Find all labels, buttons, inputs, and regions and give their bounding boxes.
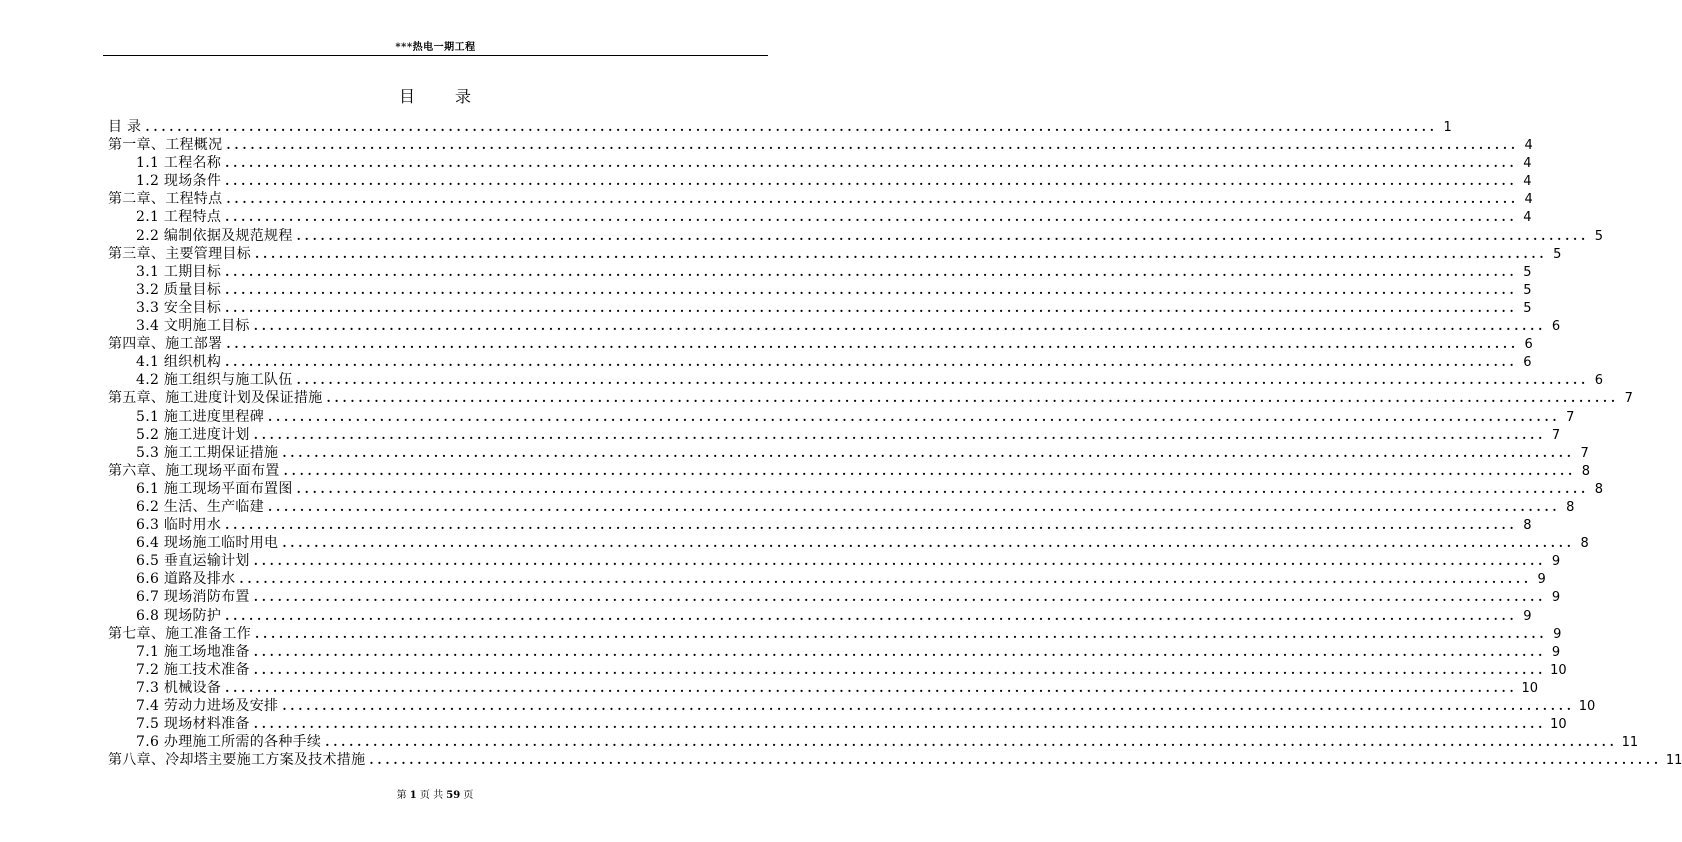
- toc-entry-page-number: 10: [1550, 717, 1567, 733]
- toc-leader-dots: ..................................................................................................................................................................: [325, 735, 1618, 750]
- toc-entry-label: 目 录: [108, 119, 142, 135]
- toc-entry-label: 第二章、工程特点: [108, 191, 223, 208]
- toc-entry-label: 7.2 施工技术准备: [136, 661, 250, 678]
- toc-entry-label: 第四章、施工部署: [108, 336, 223, 353]
- toc-entry-label: 6.8 现场防护: [136, 607, 222, 624]
- toc-entry[interactable]: [108, 172, 1532, 190]
- toc-entry-page-number: 10: [1521, 680, 1539, 696]
- toc-entry-label: 第六章、施工现场平面布置: [108, 462, 280, 479]
- toc-entry[interactable]: [108, 208, 1532, 226]
- toc-entry[interactable]: [108, 118, 1452, 136]
- toc-entry-label: 1.2 现场条件: [136, 173, 222, 190]
- toc-leader-dots: ..................................................................................................................................................................: [253, 717, 1547, 732]
- toc-leader-dots: ..................................................................................................................................................................: [296, 373, 1590, 388]
- toc-leader-dots: ..................................................................................................................................................................: [326, 391, 1619, 406]
- toc-entry-label: 第八章、冷却塔主要施工方案及技术措施: [108, 752, 366, 769]
- toc-leader-dots: ..................................................................................................................................................................: [282, 536, 1575, 551]
- toc-leader-dots: ..................................................................................................................................................................: [255, 626, 1548, 641]
- toc-entry[interactable]: [108, 588, 1561, 606]
- toc-entry[interactable]: [108, 570, 1546, 588]
- toc-entry[interactable]: [108, 136, 1533, 154]
- toc-entry-label: 第一章、工程概况: [108, 137, 223, 154]
- page-footer: [0, 786, 870, 801]
- toc-leader-dots: ..................................................................................................................................................................: [268, 409, 1561, 424]
- toc-entry-label: 7.1 施工场地准备: [136, 643, 250, 660]
- footer-middle: 页 共: [419, 790, 444, 801]
- toc-leader-dots: ..................................................................................................................................................................: [296, 481, 1590, 496]
- toc-entry-page-number: 11: [1665, 753, 1682, 769]
- toc-entry-label: 3.1 工期目标: [136, 263, 222, 280]
- toc-leader-dots: ..................................................................................................................................................................: [253, 427, 1547, 442]
- toc-entry-label: 7.4 劳动力进场及安排: [136, 698, 279, 714]
- toc-entry-page-number: 9: [1523, 608, 1532, 624]
- toc-entry-page-number: 8: [1523, 518, 1532, 534]
- toc-entry-page-number: 9: [1537, 572, 1546, 588]
- footer-prefix: 第: [396, 790, 407, 801]
- toc-entry-page-number: 6: [1523, 355, 1532, 371]
- toc-leader-dots: ..................................................................................................................................................................: [226, 337, 1519, 352]
- toc-leader-dots: ..................................................................................................................................................................: [225, 264, 1518, 279]
- toc-entry[interactable]: [108, 299, 1532, 317]
- toc-entry-label: 4.1 组织机构: [136, 354, 222, 371]
- toc-leader-dots: ..................................................................................................................................................................: [369, 753, 1662, 768]
- toc-entry[interactable]: [108, 534, 1589, 552]
- toc-entry[interactable]: [108, 462, 1591, 480]
- toc-entry-label: 第五章、施工进度计划及保证措施: [108, 390, 323, 407]
- toc-entry[interactable]: [108, 607, 1532, 625]
- toc-entry-page-number: 4: [1523, 156, 1532, 172]
- toc-entry[interactable]: [108, 154, 1532, 172]
- toc-entry-page-number: 9: [1551, 644, 1561, 660]
- toc-leader-dots: ..................................................................................................................................................................: [253, 662, 1547, 677]
- toc-entry[interactable]: [108, 643, 1561, 661]
- toc-title: 目录: [398, 87, 511, 106]
- toc-entry-page-number: 7: [1551, 427, 1561, 443]
- toc-entry-page-number: 5: [1594, 228, 1604, 244]
- toc-entry[interactable]: [108, 263, 1532, 281]
- toc-leader-dots: ..................................................................................................................................................................: [226, 192, 1519, 207]
- toc-entry-page-number: 7: [1624, 391, 1633, 407]
- toc-entry-label: 3.3 安全目标: [136, 299, 222, 316]
- toc-entry[interactable]: [108, 389, 1633, 407]
- toc-leader-dots: ..................................................................................................................................................................: [282, 445, 1575, 460]
- toc-entry-page-number: 8: [1594, 481, 1604, 497]
- toc-leader-dots: ..................................................................................................................................................................: [226, 138, 1519, 153]
- footer-current-page: 1: [409, 790, 417, 801]
- toc-leader-dots: ..................................................................................................................................................................: [253, 319, 1547, 334]
- toc-entry-page-number: 10: [1550, 662, 1567, 678]
- toc-entry-label: 5.2 施工进度计划: [136, 426, 250, 443]
- footer-total-pages: 59: [446, 790, 461, 801]
- table-of-contents: [108, 118, 1682, 769]
- toc-entry-label: 3.4 文明施工目标: [136, 318, 250, 335]
- toc-leader-dots: ..................................................................................................................................................................: [225, 210, 1518, 225]
- toc-entry[interactable]: [108, 733, 1639, 751]
- toc-entry[interactable]: [108, 679, 1539, 697]
- toc-leader-dots: ..................................................................................................................................................................: [225, 300, 1518, 315]
- toc-entry[interactable]: [108, 317, 1561, 335]
- toc-entry-label: 6.3 临时用水: [136, 517, 222, 534]
- toc-leader-dots: ..................................................................................................................................................................: [225, 174, 1518, 189]
- toc-leader-dots: ..................................................................................................................................................................: [225, 518, 1518, 533]
- toc-entry-page-number: 5: [1553, 246, 1562, 262]
- toc-entry-label: 第三章、主要管理目标: [108, 245, 251, 262]
- toc-entry-page-number: 9: [1551, 554, 1561, 570]
- toc-entry[interactable]: [108, 353, 1532, 371]
- toc-entry[interactable]: [108, 625, 1562, 643]
- toc-entry[interactable]: [108, 281, 1532, 299]
- toc-entry[interactable]: [108, 715, 1567, 733]
- toc-entry-label: 6.7 现场消防布置: [136, 589, 250, 606]
- toc-leader-dots: ..................................................................................................................................................................: [225, 282, 1518, 297]
- toc-entry-label: 3.2 质量目标: [136, 281, 222, 298]
- toc-entry-label: 2.1 工程特点: [136, 209, 222, 226]
- toc-leader-dots: ..................................................................................................................................................................: [225, 608, 1518, 623]
- toc-entry-label: 6.1 施工现场平面布置图: [136, 480, 293, 497]
- toc-entry-label: 7.5 现场材料准备: [136, 716, 250, 733]
- toc-entry[interactable]: [108, 371, 1604, 389]
- toc-entry-page-number: 9: [1553, 626, 1562, 642]
- toc-entry-label: 7.6 办理施工所需的各种手续: [136, 734, 322, 751]
- toc-entry-page-number: 8: [1581, 463, 1591, 479]
- toc-entry-page-number: 10: [1578, 699, 1596, 714]
- toc-entry-page-number: 1: [1443, 120, 1452, 135]
- toc-entry-page-number: 6: [1551, 319, 1561, 335]
- toc-leader-dots: ..................................................................................................................................................................: [145, 120, 1438, 134]
- toc-leader-dots: ..................................................................................................................................................................: [268, 499, 1561, 514]
- toc-leader-dots: ..................................................................................................................................................................: [225, 680, 1518, 695]
- toc-entry-page-number: 5: [1523, 264, 1532, 280]
- toc-entry[interactable]: [108, 408, 1575, 426]
- toc-leader-dots: ..................................................................................................................................................................: [283, 463, 1577, 478]
- toc-entry-page-number: 8: [1566, 499, 1575, 515]
- toc-entry-page-number: 8: [1580, 536, 1589, 552]
- toc-entry-label: 6.4 现场施工临时用电: [136, 535, 279, 552]
- toc-entry[interactable]: [108, 335, 1533, 353]
- toc-entry[interactable]: [108, 661, 1567, 679]
- toc-entry-label: 5.1 施工进度里程碑: [136, 408, 265, 425]
- toc-entry[interactable]: [108, 426, 1561, 444]
- toc-entry-page-number: 9: [1551, 590, 1561, 606]
- toc-leader-dots: ..................................................................................................................................................................: [255, 246, 1548, 261]
- toc-entry-label: 4.2 施工组织与施工队伍: [136, 372, 293, 389]
- toc-entry[interactable]: [108, 444, 1589, 462]
- toc-entry-label: 7.3 机械设备: [136, 679, 222, 696]
- toc-entry-page-number: 4: [1524, 192, 1533, 208]
- toc-entry[interactable]: [108, 516, 1532, 534]
- toc-leader-dots: ..................................................................................................................................................................: [225, 355, 1518, 370]
- page-header: ***热电一期工程: [395, 42, 476, 53]
- footer-suffix: 页: [463, 790, 474, 801]
- toc-entry-page-number: 4: [1524, 138, 1533, 154]
- toc-entry-label: 6.2 生活、生产临建: [136, 498, 265, 515]
- toc-entry[interactable]: [108, 480, 1604, 498]
- toc-leader-dots: ..................................................................................................................................................................: [296, 228, 1590, 243]
- toc-entry-page-number: 5: [1523, 300, 1532, 316]
- toc-entry-page-number: 7: [1580, 445, 1589, 461]
- toc-entry-label: 2.2 编制依据及规范规程: [136, 227, 293, 244]
- toc-entry-page-number: 4: [1523, 210, 1532, 226]
- toc-leader-dots: ..................................................................................................................................................................: [253, 554, 1547, 569]
- toc-entry-page-number: 4: [1523, 174, 1532, 190]
- toc-entry[interactable]: [108, 552, 1561, 570]
- header-rule: [103, 55, 768, 56]
- toc-entry[interactable]: [108, 227, 1604, 245]
- toc-entry[interactable]: [108, 697, 1596, 715]
- toc-leader-dots: ..................................................................................................................................................................: [253, 644, 1547, 659]
- toc-entry-page-number: 11: [1621, 735, 1639, 751]
- toc-entry-label: 5.3 施工工期保证措施: [136, 444, 279, 461]
- toc-entry[interactable]: [108, 751, 1682, 769]
- toc-leader-dots: ..................................................................................................................................................................: [239, 572, 1532, 587]
- toc-entry-page-number: 5: [1523, 282, 1532, 298]
- toc-entry-label: 第七章、施工准备工作: [108, 625, 251, 642]
- toc-leader-dots: ..................................................................................................................................................................: [253, 590, 1547, 605]
- toc-entry-label: 1.1 工程名称: [136, 155, 222, 172]
- toc-entry[interactable]: [108, 498, 1575, 516]
- toc-entry-page-number: 6: [1594, 373, 1604, 389]
- toc-entry-page-number: 7: [1566, 409, 1575, 425]
- toc-entry[interactable]: [108, 245, 1562, 263]
- toc-entry-label: 6.6 道路及排水: [136, 571, 236, 588]
- toc-leader-dots: ..................................................................................................................................................................: [225, 156, 1518, 171]
- toc-entry-label: 6.5 垂直运输计划: [136, 553, 250, 570]
- toc-entry-page-number: 6: [1524, 337, 1533, 353]
- toc-leader-dots: ..................................................................................................................................................................: [282, 699, 1575, 713]
- toc-entry[interactable]: [108, 190, 1533, 208]
